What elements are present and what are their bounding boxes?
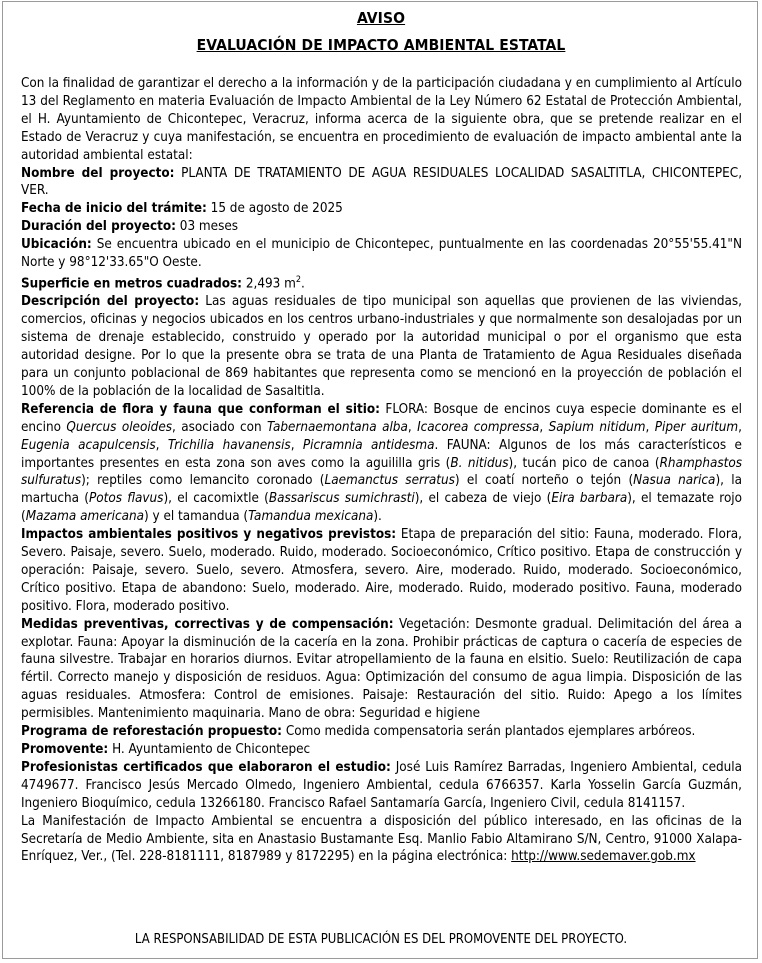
flora-text: , [290, 437, 303, 453]
field-promovente [21, 741, 742, 759]
notice-title: AVISO [356, 9, 406, 27]
flora-text: ). [373, 509, 382, 525]
field-value: 15 de agosto de 2025 [210, 201, 343, 217]
flora-text: , [738, 419, 742, 435]
flora-text: , asociado con [172, 419, 268, 435]
species-name: Quercus oleoides [66, 419, 173, 435]
species-name: Bassariscus sumichrasti [268, 491, 415, 507]
intro-paragraph: Con la finalidad de garantizar el derecho a la información y de la participación ciudadana y en cumplimiento al Artículo 13 del Reglamento en materia Evaluación de Impacto Ambiental de la Ley Número 62 Estatal de Protección Ambiental, el H. Ayuntamiento de Chicontepec, Veracruz, informa acerca de la siguiente obra, que se pretende realizar en el Estado de Veracruz y cuya manifestación, se encuentra en procedimiento de evaluación de impacto ambiental ante la autoridad ambiental estatal: [21, 76, 742, 163]
species-name: Picramnia antidesma [302, 437, 435, 453]
field-label: Profesionistas certificados que elaboraron el estudio: [21, 759, 391, 775]
field-value: Se encuentra ubicado en el municipio de Chicontepec, puntualmente en las coordenadas 20°55'55.41"N Norte y 98°12'33.65"O Oeste. [21, 237, 742, 271]
field-label: Fecha de inicio del trámite: [21, 201, 207, 217]
field-flora-fauna [21, 401, 742, 526]
species-name: Nasua narica [633, 473, 716, 489]
flora-text: ); reptiles como lemancito coronado ( [81, 473, 325, 489]
field-fecha [21, 200, 742, 218]
field-value: H. Ayuntamiento de Chicontepec [112, 742, 311, 757]
flora-text: ) el coatí norteño o tejón ( [454, 473, 634, 489]
field-value: 2,493 m [245, 276, 296, 292]
flora-text: ) y el tamandua ( [143, 509, 249, 525]
field-programa [21, 723, 742, 741]
field-value: Etapa de preparación del sitio: Fauna, moderado. Flora, Severo. Paisaje, severo. Suelo, moderado. Ruido, moderado. Socioeconómico, Crítico positivo. Etapa de construcción y operación: Paisaje, severo. Suelo, severo. Atmosfera, severo. Aire, moderado. Ruido, moderado. Socioeconómico, Crítico positivo. Etapa de abandono: Suelo, moderado. Aire, moderado. Ruido, moderado positivo. Fauna, moderado positivo. Flora, moderado positivo. [21, 527, 742, 614]
field-label: Medidas preventivas, correctivas y de compensación: [21, 616, 394, 632]
species-name: Eugenia acapulcensis [21, 437, 156, 453]
field-superficie [21, 272, 742, 293]
species-name: Rhamphastos sulfuratus [21, 455, 742, 489]
field-label: Nombre del proyecto: [21, 165, 175, 181]
closing-paragraph [21, 813, 742, 867]
field-profesionistas [21, 759, 742, 813]
species-name: Tamandua mexicana [248, 509, 374, 525]
field-label: Programa de reforestación propuesto: [21, 724, 282, 740]
field-label: Ubicación: [21, 237, 92, 253]
field-impactos [21, 526, 742, 616]
website-link[interactable]: http://www.sedemaver.gob.mx [511, 849, 696, 865]
field-descripcion [21, 293, 742, 400]
field-value: Vegetación: Desmonte gradual. Delimitación del área a explotar. Fauna: Apoyar la disminución de la cacería en la zona. Prohibir prácticas de captura o cacería de especies de fauna silvestre. Trabajar en horarios diurnos. Evitar atropellamiento de la fauna en elsitio. Suelo: Reutilización de capa fértil. Correcto manejo y disposición de residuos. Agua: Optimización del consumo de agua limpia. Disposición de las aguas residuales. Atmosfera: Control de emisiones. Paisaje: Restauración del sitio. Ruido: Apego a los límites permisibles. Mantenimiento maquinaria. Mano de obra: Seguridad e higiene [21, 616, 742, 722]
species-name: Icacorea compressa [417, 419, 540, 435]
species-name: Piper auritum [654, 419, 739, 435]
field-value: José Luis Ramírez Barradas, Ingeniero Ambiental, cedula 4749677. Francisco Jesús Mercado Olmedo, Ingeniero Ambiental, cedula 6766357. Karla Yosselin García Guzmán, Ingeniero Bioquímico, cedula 13266180. Francisco Rafael Santamaría García, Ingeniero Civil, cedula 8141157. [21, 759, 742, 811]
notice-body [21, 75, 742, 866]
field-value: PLANTA DE TRATAMIENTO DE AGUA RESIDUALES LOCALIDAD SASALTITLA, CHICONTEPEC, VER. [21, 165, 743, 199]
flora-text: , [645, 419, 655, 435]
species-name: Sapium nitidum [548, 419, 646, 435]
field-value: Las aguas residuales de tipo municipal son aquellas que provienen de las viviendas, comercios, oficinas y negocios ubicados en los centros urbano-industriales y que normalmente son desalojadas por un sistema de drenaje establecido, construido y operado por la autoridad municipal o por el organismo que esta autoridad designe. Por lo que la presente obra se trata de una Planta de Tratamiento de Agua Residuales diseñada para un conjunto poblacional de 869 habitantes que representa como se mencionó en la proyección de población el 100% de la población de la localidad de Sasaltitla. [21, 294, 742, 399]
field-label: Duración del proyecto: [21, 219, 176, 235]
field-superscript: 2 [295, 274, 302, 285]
field-ubicacion [21, 236, 742, 272]
species-name: Trichilia havanensis [167, 437, 291, 453]
field-nombre [21, 165, 742, 201]
flora-text: , [407, 419, 418, 435]
species-name: Laemanctus serratus [324, 473, 455, 489]
field-medidas [21, 616, 742, 723]
field-tail: . [301, 276, 305, 292]
field-value: Como medida compensatoria serán plantados ejemplares arbóreos. [285, 724, 696, 740]
flora-text: ), el temazate rojo ( [21, 491, 743, 525]
flora-text: . FAUNA: Algunos de los más característicos e importantes presentes en esta zona son aves como la aguililla gris ( [21, 437, 742, 471]
flora-text: ), la martucha ( [21, 473, 742, 507]
flora-text: FLORA: Bosque de encinos cuya especie dominante es el encino [21, 401, 742, 435]
field-label: Superficie en metros cuadrados: [21, 276, 243, 292]
field-label: Promovente: [21, 742, 109, 757]
field-duracion [21, 218, 742, 236]
species-name: Tabernaemontana alba [267, 419, 408, 435]
flora-text: , [539, 419, 549, 435]
species-name: Eira barbara [551, 491, 628, 507]
closing-text: La Manifestación de Impacto Ambiental se encuentra a disposición del público interesado, en las oficinas de la Secretaría de Medio Ambiente, sita en Anastasio Bustamante Esq. Manlio Fabio Altamirano S/N, Centro, 91000 Xalapa-Enríquez, Ver., (Tel. 228-8181111, 8187989 y 8172295) en la página electrónica: [21, 813, 742, 865]
field-label: Referencia de flora y fauna que conforman el sitio: [21, 401, 380, 417]
responsibility-footer: LA RESPONSABILIDAD DE ESTA PUBLICACIÓN ES DEL PROMOVENTE DEL PROYECTO. [134, 932, 628, 947]
field-value: 03 meses [179, 219, 239, 235]
field-label: Descripción del proyecto: [21, 294, 200, 310]
notice-subtitle: EVALUACIÓN DE IMPACTO AMBIENTAL ESTATAL [196, 36, 566, 54]
flora-text: ), el cabeza de viejo ( [414, 491, 552, 507]
species-name: Mazama americana [25, 509, 144, 525]
flora-text: , [155, 437, 168, 453]
flora-text: ), tucán pico de canoa ( [508, 455, 660, 471]
field-label: Impactos ambientales positivos y negativos previstos: [21, 527, 397, 543]
flora-text: ), el cacomixtle ( [163, 491, 269, 507]
species-name: B. nitidus [450, 455, 509, 471]
species-name: Potos flavus [89, 491, 164, 507]
